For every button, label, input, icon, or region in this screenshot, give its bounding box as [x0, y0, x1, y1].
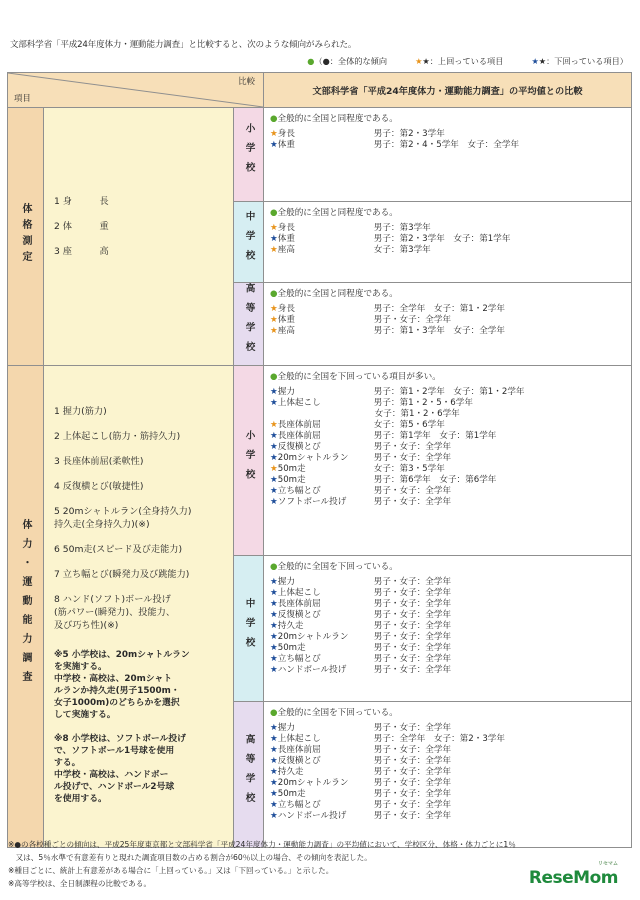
summary-text: 全般的に全国を下回っている。 [277, 708, 398, 719]
result-item: 握力 [277, 577, 295, 588]
result-line [270, 734, 625, 745]
summary-text: 全般的に全国を下回っている項目が多い。 [277, 372, 441, 383]
result-line [270, 577, 625, 588]
footnote-line: ※高等学校は、全日制課程の比較である。 [8, 879, 152, 888]
overall-dot-icon: ● [270, 708, 278, 719]
resemom-logo [528, 861, 618, 888]
star-below-icon: ★ [270, 486, 278, 497]
item-label: 持久走(全身持久力)(※) [54, 519, 150, 531]
body-junior-result [264, 202, 632, 283]
body-items-cell [44, 108, 234, 366]
item-label: 7 立ち幅とび(瞬発力及び跳能力) [54, 569, 190, 581]
star-below-icon: ★ [270, 643, 278, 654]
body-high-result [264, 283, 632, 366]
result-line [270, 420, 625, 431]
result-line [270, 800, 625, 811]
summary-line [270, 208, 625, 219]
star-below-icon: ★ [270, 767, 278, 778]
footnote-line: 又は、5％水準で有意差有りと現れた調査項目数の占める割合が60％以上の場合、その傾向を表記した。 [8, 853, 372, 862]
result-item: 持久走 [277, 767, 304, 778]
star-below-icon: ★ [270, 756, 278, 767]
result-item: 体重 [277, 315, 295, 325]
result-item: 上体起こし [277, 398, 321, 409]
star-above-icon: ★ [415, 56, 423, 66]
item-label: 3 座 高 [54, 246, 109, 257]
note-line: ル投げで、ハンドボール2号球 [54, 782, 175, 793]
school-label: 小学校 [243, 123, 255, 182]
school-label: 小学校 [243, 429, 255, 489]
result-item: 反復横とび [277, 756, 321, 767]
result-line [270, 778, 625, 789]
legend-above-label: ★：上回っている項目 [422, 56, 504, 66]
fitness-items-cell [44, 366, 234, 848]
result-item: 上体起こし [277, 734, 321, 745]
fit-elementary-row [8, 366, 632, 556]
result-detail: 男子：第1・2・5・6学年 [373, 398, 473, 409]
result-line [270, 464, 625, 475]
star-below-icon: ★ [270, 442, 278, 453]
result-item: 長座体前屈 [277, 599, 321, 610]
item-label: (筋パワー(瞬発力)、投能力、 [54, 607, 176, 619]
result-item: ソフトボール投げ [277, 497, 347, 508]
summary-line [270, 372, 625, 383]
result-line [270, 486, 625, 497]
result-detail: 男子：第6学年 女子：第6学年 [373, 475, 497, 486]
overall-dot-icon: ● [270, 289, 278, 299]
result-detail: 男子・女子：全学年 [373, 778, 452, 789]
school-elementary [234, 108, 264, 202]
result-item: 50m走 [277, 789, 306, 800]
result-item: 身長 [277, 129, 295, 139]
result-detail: 男子・女子：全学年 [373, 654, 452, 665]
body-measurement-label-cell [8, 108, 44, 366]
result-item: 握力 [277, 723, 295, 734]
star-below-icon: ★ [270, 778, 278, 789]
result-detail: 女子：第3学年 [373, 245, 431, 255]
result-line [270, 811, 625, 822]
intro-text: 文部科学省「平成24年度体力・運動能力調査」と比較すると、次のような傾向がみられた。 [10, 40, 357, 50]
result-line [270, 475, 625, 486]
item-label: 6 50m走(スピード及び走能力) [54, 544, 183, 556]
note-line: して実施する。 [54, 710, 116, 721]
overall-dot-icon: ● [270, 562, 278, 573]
result-item: 50m走 [277, 475, 306, 486]
note-line [54, 721, 229, 733]
overall-dot-icon: ● [307, 56, 315, 66]
school-label: 高等学校 [243, 283, 255, 362]
star-above-icon: ★ [270, 420, 278, 431]
result-line [270, 223, 625, 234]
result-item: 20mシャトルラン [277, 453, 349, 464]
result-item: 立ち幅とび [277, 654, 321, 665]
summary-text: 全般的に全国を下回っている。 [277, 562, 398, 573]
note-line: で、ソフトボール1号球を使用 [54, 746, 175, 757]
star-below-icon: ★ [270, 632, 278, 643]
result-detail: 男子：全学年 女子：第1・2学年 [373, 304, 505, 314]
star-below-icon: ★ [270, 497, 278, 508]
header-item: 項目 [14, 93, 31, 103]
star-above-icon: ★ [270, 326, 278, 336]
result-item: 立ち幅とび [277, 486, 321, 497]
result-item: 立ち幅とび [277, 800, 321, 811]
result-detail: 男子：第1・3学年 女子：全学年 [373, 326, 505, 336]
school-high [234, 702, 264, 848]
result-detail: 男子・女子：全学年 [373, 577, 452, 588]
item-label: 及び巧ち性)(※) [54, 620, 119, 632]
result-item: 上体起こし [277, 588, 321, 599]
result-detail: 男子・女子：全学年 [373, 811, 452, 822]
result-line [270, 326, 625, 337]
result-detail: 男子・女子：全学年 [373, 610, 452, 621]
star-below-icon: ★ [270, 588, 278, 599]
item-label: 2 上体起こし(筋力・筋持久力) [54, 431, 181, 443]
school-junior [234, 556, 264, 702]
summary-line [270, 708, 625, 719]
star-below-icon: ★ [270, 398, 278, 409]
fit-high-result [264, 702, 632, 848]
school-elementary [234, 366, 264, 556]
star-below-icon: ★ [270, 621, 278, 632]
result-detail: 男子・女子：全学年 [373, 632, 452, 643]
result-item: ハンドボール投げ [277, 665, 347, 676]
result-line [270, 654, 625, 665]
star-below-icon: ★ [270, 734, 278, 745]
summary-line [270, 289, 625, 300]
result-line [270, 453, 625, 464]
diagonal-line [8, 73, 263, 107]
note-line: 中学校・高校は、20mシャト [54, 674, 172, 685]
comparison-table [7, 72, 632, 848]
result-line [270, 234, 625, 245]
result-item: 20mシャトルラン [277, 778, 349, 789]
result-line [270, 588, 625, 599]
note-line: を使用する。 [54, 794, 107, 805]
result-line [270, 431, 625, 442]
result-detail: 男子・女子：全学年 [373, 756, 452, 767]
result-item: 身長 [277, 304, 295, 314]
result-detail: 男子・女子：全学年 [373, 800, 452, 811]
legend-below [531, 56, 628, 67]
fitness-label: 体力・運動能力調査 [20, 519, 31, 691]
item-label: 3 長座体前屈(柔軟性) [54, 456, 144, 468]
header-title: 文部科学省「平成24年度体力・運動能力調査」の平均値との比較 [264, 73, 632, 108]
star-above-icon: ★ [270, 245, 278, 255]
summary-text: 全般的に全国と同程度である。 [277, 289, 398, 299]
footnote-line: ※種目ごとに、統計上有意差がある場合に「上回っている。」又は「下回っている。」と示した。 [8, 866, 334, 875]
star-above-icon: ★ [270, 129, 278, 139]
result-item: 反復横とび [277, 442, 321, 453]
result-detail: 男子・女子：全学年 [373, 486, 452, 497]
star-above-icon: ★ [270, 464, 278, 475]
school-high [234, 283, 264, 366]
result-line [270, 409, 625, 420]
result-detail: 男子・女子：全学年 [373, 767, 452, 778]
star-below-icon: ★ [270, 140, 278, 150]
body-elementary-result [264, 108, 632, 202]
note-line: ※5 小学校は、20mシャトルラン [54, 650, 190, 661]
note-line: ※8 小学校は、ソフトボール投げ [54, 734, 186, 745]
result-line [270, 632, 625, 643]
item-label: 5 20mシャトルラン(全身持久力) [54, 506, 192, 518]
result-line [270, 621, 625, 632]
item-label: 1 握力(筋力) [54, 406, 107, 418]
result-item: 体重 [277, 234, 295, 244]
overall-dot-icon: ● [270, 114, 278, 124]
legend-overall [307, 56, 387, 67]
result-line [270, 723, 625, 734]
result-line [270, 610, 625, 621]
result-item: 身長 [277, 223, 295, 233]
summary-text: 全般的に全国と同程度である。 [277, 114, 398, 124]
result-item: 反復横とび [277, 610, 321, 621]
note-line: ルランか持久走(男子1500m・ [54, 686, 180, 697]
result-line [270, 745, 625, 756]
result-item: 長座体前屈 [277, 745, 321, 756]
item-label: 4 反復横とび(敏捷性) [54, 481, 144, 493]
spacer [270, 409, 279, 419]
result-detail: 男子・女子：全学年 [373, 621, 452, 632]
result-detail: 男子・女子：全学年 [373, 723, 452, 734]
result-detail: 女子：第1・2・6学年 [374, 409, 460, 420]
result-detail: 男子・女子：全学年 [373, 789, 452, 800]
result-line [270, 304, 625, 315]
result-detail: 男子・女子：全学年 [373, 453, 452, 464]
result-detail: 男子：第3学年 [373, 223, 431, 233]
result-line [270, 245, 625, 256]
overall-dot-icon: ● [270, 208, 278, 218]
legend [307, 56, 628, 67]
header-item-cell [8, 73, 264, 108]
result-item: 座高 [277, 245, 295, 255]
star-below-icon: ★ [270, 789, 278, 800]
result-line [270, 497, 625, 508]
star-below-icon: ★ [270, 577, 278, 588]
result-line [270, 599, 625, 610]
result-item: 体重 [277, 140, 295, 150]
star-below-icon: ★ [270, 723, 278, 734]
result-detail: 男子・女子：全学年 [373, 665, 452, 676]
result-detail: 男子・女子：全学年 [373, 643, 452, 654]
header-row [8, 73, 632, 108]
result-line [270, 387, 625, 398]
body-elementary-row [8, 108, 632, 202]
school-label: 中学校 [243, 210, 255, 270]
footnote-line: ※●の各校種ごとの傾向は、平成25年度東京都と文部科学省「平成24年度体力・運動能力調査」の平均値において、学校区分、体格・体力ごとに1％ [8, 840, 516, 849]
result-item: 長座体前屈 [277, 420, 321, 431]
result-detail: 男子・女子：全学年 [373, 442, 452, 453]
result-line [270, 665, 625, 676]
star-below-icon: ★ [270, 234, 278, 244]
star-above-icon: ★ [270, 315, 278, 325]
result-item: 50m走 [277, 643, 306, 654]
star-below-icon: ★ [270, 599, 278, 610]
summary-line [270, 114, 625, 125]
star-below-icon: ★ [270, 610, 278, 621]
logo-sub: リセマム [598, 861, 618, 867]
result-detail: 男子・女子：全学年 [373, 599, 452, 610]
star-above-icon: ★ [270, 304, 278, 314]
summary-text: 全般的に全国と同程度である。 [277, 208, 398, 218]
header-compare: 比較 [238, 76, 256, 86]
item-label: 2 体 重 [54, 221, 109, 232]
result-item: 座高 [277, 326, 295, 336]
result-line [270, 789, 625, 800]
star-below-icon: ★ [531, 56, 539, 66]
legend-above [415, 56, 503, 67]
star-below-icon: ★ [270, 745, 278, 756]
result-detail: 女子：第5・6学年 [373, 420, 445, 431]
result-detail: 男子：第2・3学年 [373, 129, 445, 139]
result-detail: 女子：第3・5学年 [373, 464, 445, 475]
legend-overall-label: （●：全体的な傾向 [314, 56, 388, 66]
logo-text: ReseMom [528, 868, 618, 888]
star-below-icon: ★ [270, 654, 278, 665]
fitness-label-cell [8, 366, 44, 848]
result-detail: 男子：第2・4・5学年 女子：全学年 [373, 140, 520, 150]
result-line [270, 129, 625, 140]
result-line [270, 756, 625, 767]
result-detail: 男子・女子：全学年 [373, 497, 452, 508]
result-line [270, 643, 625, 654]
result-detail: 男子・女子：全学年 [373, 588, 452, 599]
item-label: 1 身 長 [54, 196, 109, 207]
summary-line [270, 562, 625, 573]
note-line: を実施する。 [54, 662, 107, 673]
fit-elementary-result [264, 366, 632, 556]
item-label: 8 ハンド(ソフト)ボール投げ [54, 594, 171, 606]
school-junior [234, 202, 264, 283]
note-line: 女子1000m)のどちらかを選択 [54, 698, 180, 709]
result-item: 50m走 [277, 464, 306, 475]
body-measurement-label: 体格測定 [20, 202, 31, 267]
star-below-icon: ★ [270, 665, 278, 676]
result-detail: 男子：第1・2学年 女子：第1・2学年 [373, 387, 525, 398]
school-label: 中学校 [243, 597, 255, 657]
star-below-icon: ★ [270, 431, 278, 442]
result-line [270, 767, 625, 778]
overall-dot-icon: ● [270, 372, 278, 383]
star-below-icon: ★ [270, 811, 278, 822]
result-line [270, 140, 625, 151]
result-line [270, 398, 625, 409]
result-detail: 男子：全学年 女子：第2・3学年 [373, 734, 505, 745]
result-item: 持久走 [277, 621, 304, 632]
legend-below-label: ★：下回っている項目） [538, 56, 628, 66]
result-line [270, 315, 625, 326]
result-detail: 男子・女子：全学年 [373, 315, 452, 325]
note-line: 中学校・高校は、ハンドボー [54, 770, 169, 781]
note-line: する。 [54, 758, 81, 769]
result-item: ハンドボール投げ [277, 811, 347, 822]
school-label: 高等学校 [243, 733, 255, 813]
result-detail: 男子：第1学年 女子：第1学年 [373, 431, 497, 442]
result-detail: 男子・女子：全学年 [373, 745, 452, 756]
fit-junior-result [264, 556, 632, 702]
result-item: 20mシャトルラン [277, 632, 349, 643]
result-item: 握力 [277, 387, 295, 398]
star-below-icon: ★ [270, 453, 278, 464]
star-below-icon: ★ [270, 387, 278, 398]
result-line [270, 442, 625, 453]
star-below-icon: ★ [270, 800, 278, 811]
result-detail: 男子：第2・3学年 女子：第1学年 [373, 234, 511, 244]
star-below-icon: ★ [270, 475, 278, 486]
result-item: 長座体前屈 [277, 431, 321, 442]
star-above-icon: ★ [270, 223, 278, 233]
